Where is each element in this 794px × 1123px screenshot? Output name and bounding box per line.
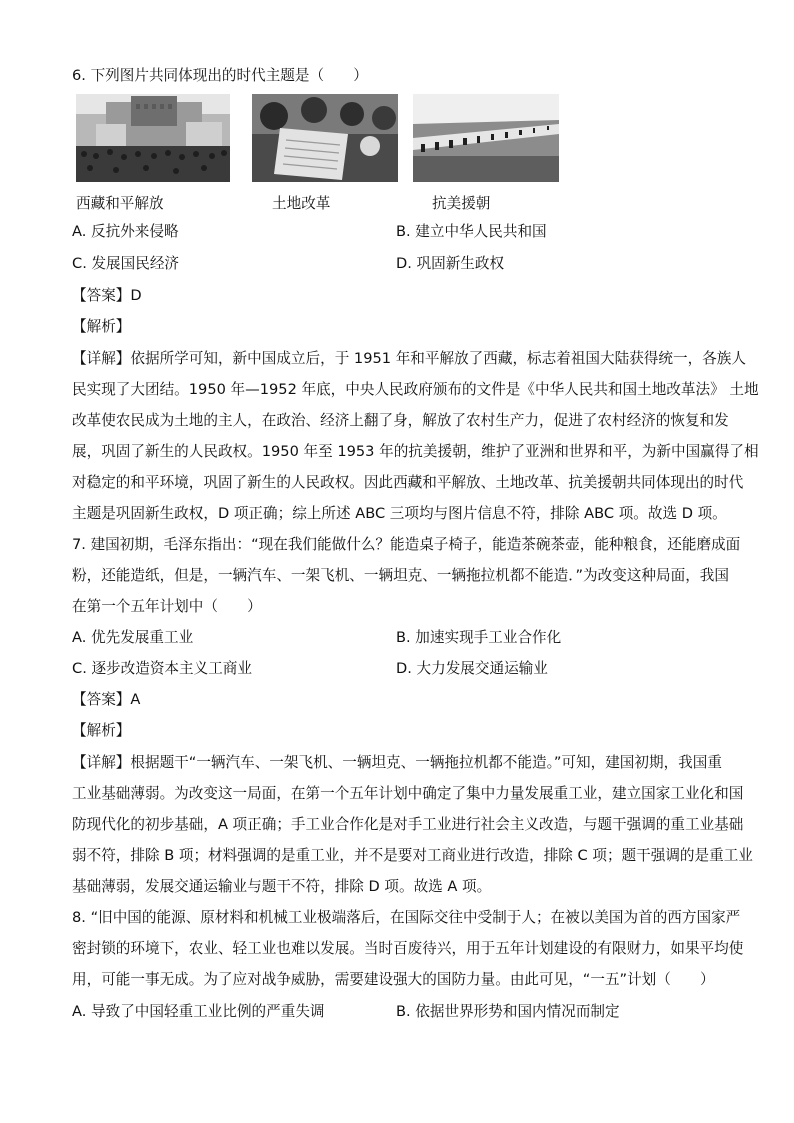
q6-answer: [72, 286, 722, 306]
q7-option-b: B. 加速实现手工业合作化: [396, 629, 562, 646]
photo-resist-us-aid-korea: [413, 94, 559, 182]
q6-stem: 6. 下列图片共同体现出的时代主题是（ ）: [72, 67, 368, 84]
q7-answer: [72, 690, 722, 710]
q7-option-d: D. 大力发展交通运输业: [396, 660, 548, 677]
q6-analysis-label: 【解析】: [72, 318, 131, 335]
q6-detail-line: 改革使农民成为土地的主人，在政治、经济上翻了身，解放了农村生产力，促进了农村经济的恢复和发: [72, 412, 729, 429]
q7-stem-line: 7. 建国初期，毛泽东指出：“现在我们能做什么？能造桌子椅子，能造茶碗茶壶，能种粮食，还能磨成面: [72, 536, 741, 553]
q6-detail-line: 民实现了大团结。1950 年—1952 年底，中央人民政府颁布的文件是《中华人民共和国土地改革法》 土地: [72, 381, 759, 398]
answer-label: 【答案】: [72, 287, 131, 304]
q7-detail-line: [72, 753, 722, 773]
q7-detail-line: 基础薄弱，发展交通运输业与题干不符，排除 D 项。故选 A 项。: [72, 878, 492, 895]
q6-option-d: D. 巩固新生政权: [396, 255, 505, 272]
detail-label: 【详解】: [72, 754, 131, 771]
answer-value: A: [130, 691, 141, 708]
caption-tibet-liberation: 西藏和平解放: [76, 195, 164, 212]
detail-label: 【详解】: [72, 350, 131, 367]
q8-stem-line: 用，可能一事无成。为了应对战争威胁，需要建设强大的国防力量。由此可见，“一五”计划（ ）: [72, 971, 715, 988]
q6-option-c: C. 发展国民经济: [72, 255, 180, 272]
q7-stem-line: 在第一个五年计划中（ ）: [72, 598, 262, 615]
q6-detail-line: 主题是巩固新生政权，D 项正确；综上所述 ABC 三项均与图片信息不符，排除 ABC 项。故选 D 项。: [72, 505, 727, 522]
q8-option-b: B. 依据世界形势和国内情况而制定: [396, 1003, 620, 1020]
caption-land-reform: 土地改革: [272, 195, 331, 212]
q6-detail-line: [72, 349, 746, 369]
q7-option-a: A. 优先发展重工业: [72, 629, 194, 646]
answer-label: 【答案】: [72, 691, 131, 708]
answer-value: D: [130, 287, 142, 304]
q6-detail-line: 对稳定的和平环境，巩固了新生的人民政权。因此西藏和平解放、土地改革、抗美援朝共同体现出的时代: [72, 474, 744, 491]
q8-stem-line: 密封锁的环境下，农业、轻工业也难以发展。当时百废待兴，用于五年计划建设的有限财力，如果平均使: [72, 940, 744, 957]
q7-detail-line: 防现代化的初步基础，A 项正确；手工业合作化是对手工业进行社会主义改造，与题干强调的重工业基础: [72, 816, 744, 833]
q8-stem-line: 8. “旧中国的能源、原材料和机械工业极端落后，在国际交往中受制于人；在被以美国为首的西方国家严: [72, 909, 741, 926]
q7-analysis-label: 【解析】: [72, 722, 131, 739]
q6-detail-line: 展，巩固了新生的人民政权。1950 年至 1953 年的抗美援朝，维护了亚洲和世界和平，为新中国赢得了相: [72, 443, 759, 460]
q7-detail-line: 弱不符，排除 B 项；材料强调的是重工业，并不是要对工商业进行改造，排除 C 项；题干强调的是重工业: [72, 847, 753, 864]
q7-stem-line: 粉，还能造纸，但是，一辆汽车、一架飞机、一辆坦克、一辆拖拉机都不能造．”为改变这种局面，我国: [72, 567, 729, 584]
photo-tibet-liberation: [76, 94, 230, 182]
q8-option-a: A. 导致了中国轻重工业比例的严重失调: [72, 1003, 325, 1020]
photo-land-reform: [252, 94, 398, 182]
detail-text: 根据题干“一辆汽车、一架飞机、一辆坦克、一辆拖拉机都不能造。”可知，建国初期，我国重: [130, 754, 722, 771]
q6-option-a: A. 反抗外来侵略: [72, 223, 179, 240]
q7-option-c: C. 逐步改造资本主义工商业: [72, 660, 253, 677]
caption-resist-us-aid-korea: 抗美援朝: [432, 195, 491, 212]
q6-option-b: B. 建立中华人民共和国: [396, 223, 547, 240]
detail-text: 依据所学可知，新中国成立后，于 1951 年和平解放了西藏，标志着祖国大陆获得统一，各族人: [130, 350, 746, 367]
q7-detail-line: 工业基础薄弱。为改变这一局面，在第一个五年计划中确定了集中力量发展重工业，建立国家工业化和国: [72, 785, 744, 802]
